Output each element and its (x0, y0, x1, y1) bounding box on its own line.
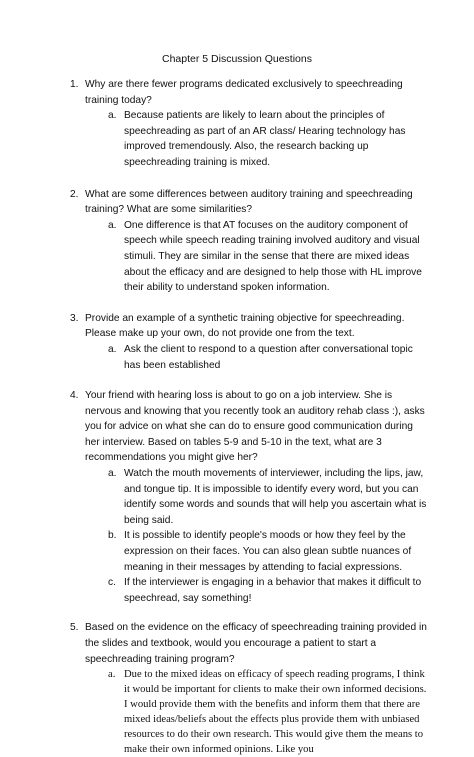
answer-item (108, 342, 430, 373)
page-title: Chapter 5 Discussion Questions (162, 53, 312, 65)
answer-list (85, 108, 430, 170)
answer-text: It is possible to identify people's moods or how they feel by the expression on their faces. You can also glean subtle nuances of meaning in their messages by attending to facial expressions. (124, 530, 412, 573)
answer-item (108, 466, 430, 528)
answer-letter: c. (108, 577, 116, 589)
answer-item (108, 108, 430, 170)
answer-item (108, 218, 430, 296)
answer-list (85, 218, 430, 296)
question-list (70, 77, 430, 757)
question-number: 3. (70, 312, 79, 324)
question-4 (70, 388, 430, 606)
answer-text: If the interviewer is engaging in a behavior that makes it difficult to speechread, say something! (124, 577, 422, 604)
question-2 (70, 187, 430, 296)
answer-text: Due to the mixed ideas on efficacy of speech reading programs, I think it would be important for clients to make their own informed decisions. I would provide them with the benefits and inform them that there are mixed ideas/beliefs about the effects plus provide them with unbiased resources to do their own research. This would give them the means to make their own informed opinions. Like you (124, 669, 427, 756)
question-number: 4. (70, 390, 79, 402)
question-3 (70, 311, 430, 373)
question-5 (70, 620, 430, 757)
answer-text: Watch the mouth movements of interviewer, including the lips, jaw, and tongue tip. It is impossible to identify every word, but you can identify some words and sounds that will help you ascertain what is being said. (124, 468, 427, 526)
answer-text: Because patients are likely to learn about the principles of speechreading as part of an AR class/ Hearing technology has improved tremendously. Also, the research backing up speechreading training is mixed. (124, 110, 406, 168)
question-text: Why are there fewer programs dedicated exclusively to speechreading training today? (85, 79, 403, 106)
answer-text: Ask the client to respond to a question after conversational topic has been established (124, 343, 413, 371)
answer-letter: a. (108, 468, 117, 480)
question-number: 5. (70, 622, 79, 634)
answer-text: One difference is that AT focuses on the auditory component of speech while speech reading training involved auditory and visual stimuli. They are similar in the sense that there are mixed ideas about the efficacy and are designed to help those with HL improve their ability to understand spoken information. (124, 219, 422, 294)
answer-list (85, 667, 430, 757)
answer-letter: a. (108, 219, 117, 231)
question-text: Based on the evidence on the efficacy of speechreading training provided in the slides and textbook, would you encourage a patient to start a speechreading training program? (85, 622, 427, 665)
answer-item (108, 667, 430, 757)
answer-list (85, 342, 430, 373)
answer-letter: a. (108, 110, 117, 122)
answer-letter: a. (108, 343, 117, 355)
answer-letter: b. (108, 530, 117, 542)
answer-item (108, 575, 430, 606)
question-text: Your friend with hearing loss is about to go on a job interview. She is nervous and knowing that you recently took an auditory rehab class :), asks you for advice on what she can do to ensure good communication during her interview. Based on tables 5-9 and 5-10 in the text, what are 3 recommendations you might give her? (85, 390, 425, 464)
answer-item (108, 528, 430, 575)
question-text: What are some differences between auditory training and speechreading training? What are some similarities? (85, 188, 413, 216)
question-number: 1. (70, 79, 79, 90)
answer-letter: a. (108, 669, 116, 681)
answer-list (85, 466, 430, 606)
question-text: Provide an example of a synthetic training objective for speechreading. Please make up your own, do not provide one from the text. (85, 312, 405, 340)
question-1 (70, 77, 430, 171)
question-number: 2. (70, 188, 79, 200)
